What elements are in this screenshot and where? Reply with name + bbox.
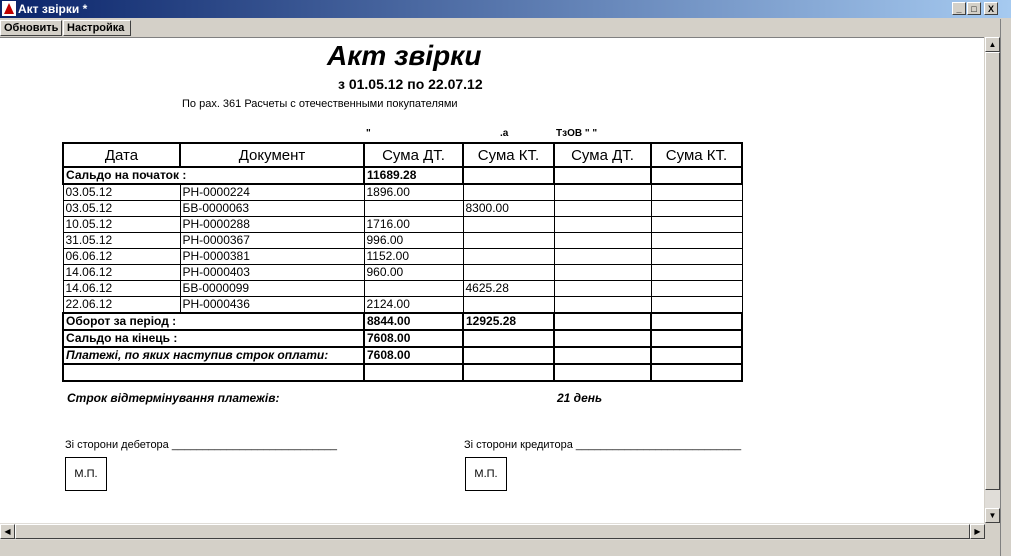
- closing-label: Сальдо на кінець :: [63, 330, 364, 347]
- row-dt: 1152.00: [364, 249, 463, 265]
- row-kt: [463, 217, 554, 233]
- vertical-scrollbar[interactable]: [985, 37, 1000, 523]
- closing-dt: 7608.00: [364, 330, 463, 347]
- document-title: Акт звірки: [327, 40, 482, 71]
- table-row: [63, 249, 742, 265]
- scroll-up-icon[interactable]: ▲: [985, 37, 1000, 52]
- vertical-scroll-thumb[interactable]: [985, 52, 1000, 490]
- empty-row: [63, 364, 742, 381]
- account-text: По рах. 361 Расчеты с отечественными покупателями: [182, 98, 458, 110]
- report-page: [0, 37, 984, 524]
- title-bar: [0, 0, 1011, 18]
- turnover-label: Оборот за період :: [63, 313, 364, 330]
- turnover-dt: 8844.00: [364, 313, 463, 330]
- due-payments-row: [63, 347, 742, 364]
- row-kt: [463, 233, 554, 249]
- row-kt: [463, 249, 554, 265]
- row-dt: 1716.00: [364, 217, 463, 233]
- row-date: 03.05.12: [63, 184, 180, 201]
- col-document-header: Документ: [180, 143, 364, 167]
- table-row: [63, 281, 742, 297]
- debtor-signature: Зі сторони дебетора ___________________________: [65, 439, 338, 451]
- toolbar: [0, 19, 1011, 37]
- table-header: [63, 143, 742, 167]
- deferral-value: 21 день: [557, 391, 603, 405]
- row-dt: 996.00: [364, 233, 463, 249]
- horizontal-scrollbar[interactable]: [0, 523, 985, 540]
- opening-label: Сальдо на початок :: [63, 167, 364, 184]
- opening-dt: 11689.28: [364, 167, 463, 184]
- window-frame-right: [1000, 19, 1011, 556]
- party-left-label-2: .а: [500, 128, 509, 139]
- row-kt: 4625.28: [463, 281, 554, 297]
- due-label: Платежі, по яких наступив строк оплати:: [63, 347, 364, 364]
- row-date: 22.06.12: [63, 297, 180, 314]
- scroll-down-icon[interactable]: ▼: [985, 508, 1000, 523]
- debtor-stamp: М.П.: [65, 457, 107, 491]
- row-dt: [364, 281, 463, 297]
- row-doc: БВ-0000099: [180, 281, 364, 297]
- col-kt-header: Сума КТ.: [463, 143, 554, 167]
- creditor-stamp: М.П.: [465, 457, 507, 491]
- row-date: 10.05.12: [63, 217, 180, 233]
- table-row: [63, 217, 742, 233]
- window-frame-bottom: [0, 540, 1000, 556]
- window-title: Акт звірки *: [18, 2, 88, 16]
- table-row: [63, 297, 742, 314]
- row-kt: [463, 265, 554, 281]
- period-text: з 01.05.12 по 22.07.12: [338, 76, 483, 92]
- settings-button[interactable]: Настройка: [63, 20, 131, 36]
- row-dt: 960.00: [364, 265, 463, 281]
- creditor-signature: Зі сторони кредитора ___________________________: [464, 439, 742, 451]
- row-doc: РН-0000224: [180, 184, 364, 201]
- row-kt: [463, 184, 554, 201]
- row-date: 14.06.12: [63, 281, 180, 297]
- row-doc: РН-0000403: [180, 265, 364, 281]
- party-left-label-1: ": [366, 128, 371, 139]
- row-dt: [364, 201, 463, 217]
- refresh-button[interactable]: Обновить: [0, 20, 62, 36]
- row-doc: РН-0000436: [180, 297, 364, 314]
- closing-balance-row: [63, 330, 742, 347]
- row-kt: [463, 297, 554, 314]
- scroll-right-icon[interactable]: ▶: [970, 524, 985, 539]
- row-date: 31.05.12: [63, 233, 180, 249]
- row-doc: РН-0000381: [180, 249, 364, 265]
- app-icon: [2, 1, 16, 16]
- table-row: [63, 233, 742, 249]
- table-row: [63, 201, 742, 217]
- reconciliation-table: [62, 142, 743, 382]
- turnover-row: [63, 313, 742, 330]
- scroll-left-icon[interactable]: ◀: [0, 524, 15, 539]
- col-dt2-header: Сума ДТ.: [554, 143, 651, 167]
- row-dt: 1896.00: [364, 184, 463, 201]
- turnover-kt: 12925.28: [463, 313, 554, 330]
- row-doc: БВ-0000063: [180, 201, 364, 217]
- col-dt-header: Сума ДТ.: [364, 143, 463, 167]
- table-row: [63, 184, 742, 201]
- deferral-label: Строк відтермінування платежів:: [67, 391, 280, 405]
- party-right-label: ТзОВ " ": [556, 128, 598, 139]
- opening-balance-row: [63, 167, 742, 184]
- row-date: 06.06.12: [63, 249, 180, 265]
- row-doc: РН-0000367: [180, 233, 364, 249]
- minimize-button[interactable]: _: [952, 2, 966, 15]
- due-dt: 7608.00: [364, 347, 463, 364]
- horizontal-scroll-thumb[interactable]: [15, 524, 970, 539]
- row-date: 03.05.12: [63, 201, 180, 217]
- col-date-header: Дата: [63, 143, 180, 167]
- table-row: [63, 265, 742, 281]
- row-kt: 8300.00: [463, 201, 554, 217]
- close-button[interactable]: X: [984, 2, 998, 15]
- row-dt: 2124.00: [364, 297, 463, 314]
- row-doc: РН-0000288: [180, 217, 364, 233]
- col-kt2-header: Сума КТ.: [651, 143, 742, 167]
- row-date: 14.06.12: [63, 265, 180, 281]
- maximize-button[interactable]: □: [967, 2, 981, 15]
